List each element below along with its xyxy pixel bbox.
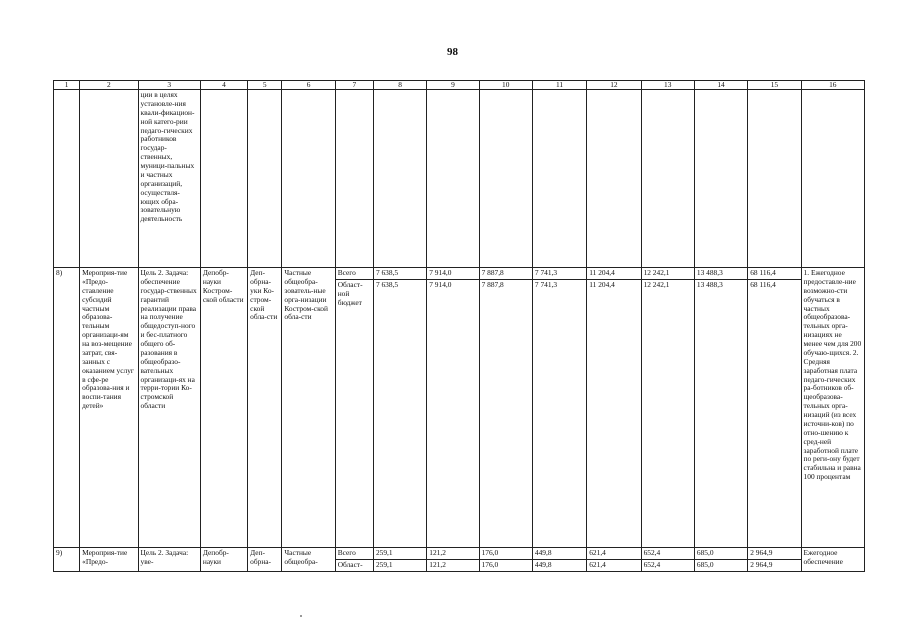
column-header: 10 <box>479 81 532 90</box>
column-header: 7 <box>335 81 373 90</box>
value-cell: 7 741,3 <box>532 268 586 280</box>
value-cell: 7 887,8 <box>479 279 532 547</box>
value-cell: 7 638,5 <box>373 279 426 547</box>
value-cell: 12 242,1 <box>641 268 694 280</box>
column-header: 2 <box>80 81 138 90</box>
column-header: 11 <box>532 81 586 90</box>
value-cell: 652,4 <box>641 559 694 571</box>
value-cell: 7 741,3 <box>532 279 586 547</box>
value-cell: 12 242,1 <box>641 279 694 547</box>
column-header: 6 <box>282 81 335 90</box>
result-cell: 1. Ежегодное предоставле-ние возможно-сти обучаться в частных общеобразова-тельных орга-низациях не менее чем для 200 обучаю-щихся. 2. Средняя заработная плата педаго-гических ра-ботников об-щеобразова-тельных орга-низаций (из всех источни-ков) по отно-шению к сред-ней заработной плате по реги-ону будет стабильна и равна 100 процентам <box>801 268 864 548</box>
column-header: 14 <box>694 81 747 90</box>
funding-source-label: Област-ной бюджет <box>335 279 373 547</box>
measure-cell: Мероприя-тие «Предо- <box>80 547 138 571</box>
value-cell: 652,4 <box>641 547 694 559</box>
budget-table <box>53 80 865 572</box>
responsible-cell: Депобр-науки <box>200 547 247 571</box>
scan-speck <box>300 615 302 617</box>
goal-cell: ции в целях установле-ния квали-фикацион-ной катего-рии педаго-гических работников государ-ственных, муници-пальных и частных организаций, осуществля-ющих обра-зовательную деятельность <box>138 90 200 268</box>
value-cell: 13 488,3 <box>694 268 747 280</box>
column-header: 12 <box>587 81 641 90</box>
column-header: 3 <box>138 81 200 90</box>
value-cell: 2 964,9 <box>748 547 801 559</box>
column-header: 1 <box>54 81 80 90</box>
value-cell: 13 488,3 <box>694 279 747 547</box>
value-cell: 7 638,5 <box>373 268 426 280</box>
value-cell: 121,2 <box>427 559 479 571</box>
value-cell: 176,0 <box>479 547 532 559</box>
page-number: 98 <box>447 46 458 58</box>
participants-cell: Частные общеобра-зователь-ные орга-низации Костром-ской обла-сти <box>282 268 335 548</box>
funding-source-label: Област- <box>335 559 373 571</box>
value-cell: 7 914,0 <box>427 268 479 280</box>
column-header: 9 <box>427 81 479 90</box>
value-cell: 259,1 <box>373 547 426 559</box>
table-row-continuation <box>54 90 865 268</box>
responsible-cell: Депобр-науки Костром-ской области <box>200 268 247 548</box>
result-cell: Ежегодное обеспечение <box>801 547 864 571</box>
value-cell: 7 887,8 <box>479 268 532 280</box>
column-number-row <box>54 81 865 90</box>
row-number: 9) <box>54 547 80 571</box>
value-cell: 121,2 <box>427 547 479 559</box>
value-cell: 621,4 <box>587 547 641 559</box>
value-cell: 68 116,4 <box>748 268 801 280</box>
value-cell: 7 914,0 <box>427 279 479 547</box>
goal-cell: Цель 2. Задача: уве- <box>138 547 200 571</box>
value-cell: 176,0 <box>479 559 532 571</box>
executor-cell: Деп-обрна- <box>248 547 282 571</box>
value-cell: 259,1 <box>373 559 426 571</box>
column-header: 16 <box>801 81 864 90</box>
goal-cell: Цель 2. Задача: обеспечение государ-ственных гарантий реализации права на получение общедоступ-ного и бес-платного общего об-разования в общеобразо-вательных организаци-ях на терри-тории Ко-стромской области <box>138 268 200 548</box>
funding-source-label: Всего <box>335 547 373 559</box>
row-number: 8) <box>54 268 80 548</box>
value-cell: 685,0 <box>694 559 747 571</box>
column-header: 4 <box>200 81 247 90</box>
column-header: 5 <box>248 81 282 90</box>
column-header: 8 <box>373 81 426 90</box>
column-header: 15 <box>748 81 801 90</box>
participants-cell: Частные общеобра- <box>282 547 335 571</box>
table-row-8-total <box>54 268 865 280</box>
funding-source-label: Всего <box>335 268 373 280</box>
value-cell: 11 204,4 <box>587 279 641 547</box>
value-cell: 11 204,4 <box>587 268 641 280</box>
measure-cell: Мероприя-тие «Предо-ставление субсидий частным образова-тельным организаци-ям на воз-мещение затрат, свя-занных с оказанием услуг в сфе-ре образова-ния и воспи-тания детей» <box>80 268 138 548</box>
column-header: 13 <box>641 81 694 90</box>
value-cell: 685,0 <box>694 547 747 559</box>
executor-cell: Деп-обрна-уки Ко-стром-ской обла-сти <box>248 268 282 548</box>
value-cell: 449,8 <box>532 559 586 571</box>
value-cell: 2 964,9 <box>748 559 801 571</box>
table-row-9-total <box>54 547 865 559</box>
value-cell: 68 116,4 <box>748 279 801 547</box>
value-cell: 621,4 <box>587 559 641 571</box>
value-cell: 449,8 <box>532 547 586 559</box>
